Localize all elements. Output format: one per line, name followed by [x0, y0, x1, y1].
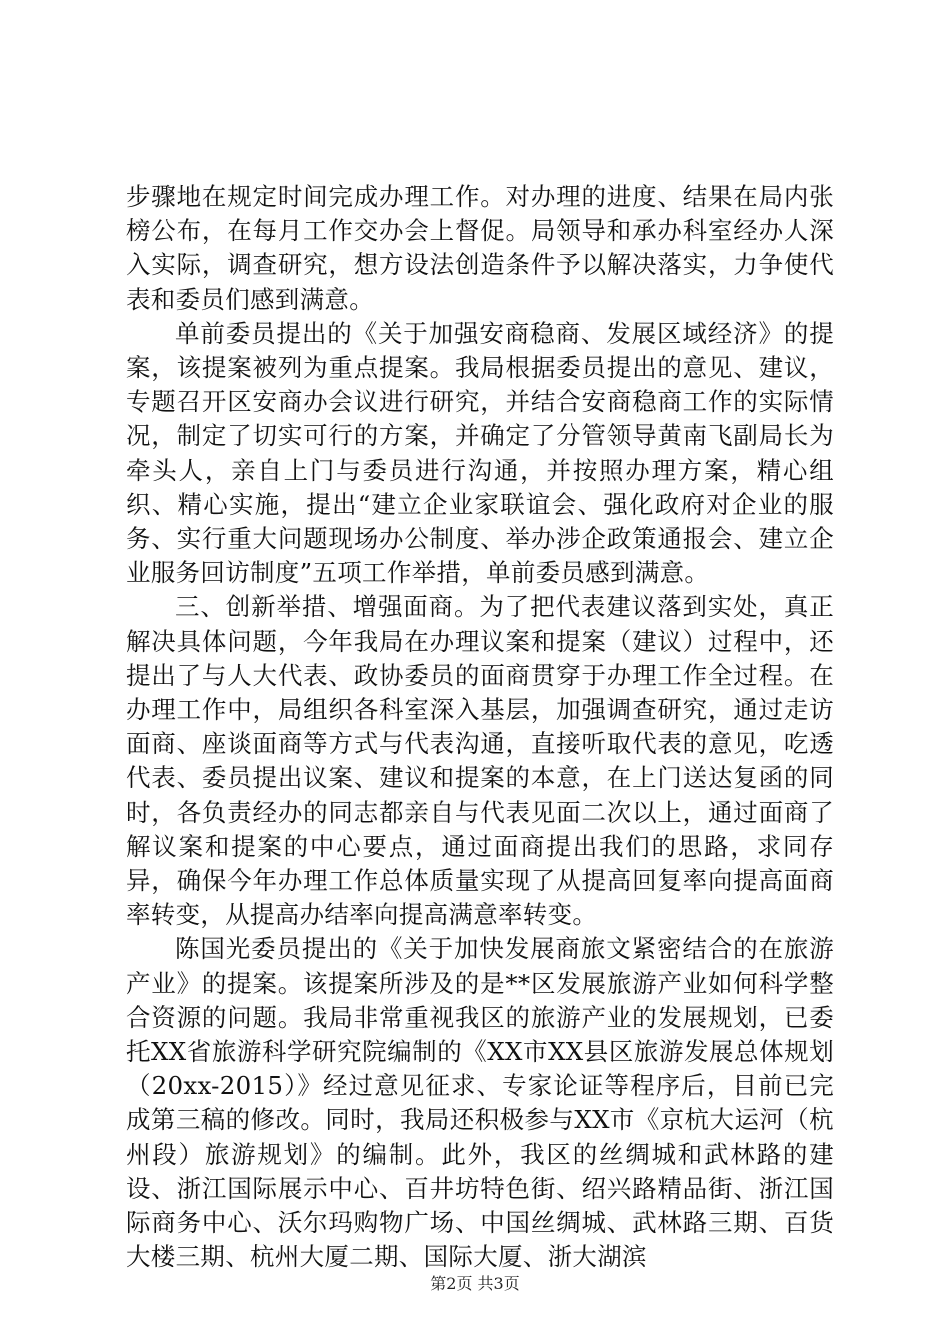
paragraph-4: 陈国光委员提出的《关于加快发展商旅文紧密结合的在旅游产业》的提案。该提案所涉及的是**区发展旅游产业如何科学整合资源的问题。我局非常重视我区的旅游产业的发展规划，已委托XX省旅游科学研究院编制的《XX市XX县区旅游发展总体规划（20xx-2015）》经过意见征求、专家论证等程序后，目前已完成第三稿的修改。同时，我局还积极参与XX市《京杭大运河（杭州段）旅游规划》的编制。此外，我区的丝绸城和武林路的建设、浙江国际展示中心、百井坊特色街、绍兴路精品街、浙江国际商务中心、沃尔玛购物广场、中国丝绸城、武林路三期、百货大楼三期、杭州大厦二期、国际大厦、浙大湖滨 [126, 934, 834, 1272]
page-footer: 第2页 共3页 [430, 1274, 520, 1293]
paragraph-2: 单前委员提出的《关于加强安商稳商、发展区域经济》的提案，该提案被列为重点提案。我局根据委员提出的意见、建议，专题召开区安商办会议进行研究，并结合安商稳商工作的实际情况，制定了切实可行的方案，并确定了分管领导黄南飞副局长为牵头人，亲自上门与委员进行沟通，并按照办理方案，精心组织、精心实施，提出“建立企业家联谊会、强化政府对企业的服务、实行重大问题现场办公制度、举办涉企政策通报会、建立企业服务回访制度”五项工作举措，单前委员感到满意。 [126, 318, 834, 588]
paragraph-3: 三、创新举措、增强面商。为了把代表建议落到实处，真正解决具体问题，今年我局在办理议案和提案（建议）过程中，还提出了与人大代表、政协委员的面商贯穿于办理工作全过程。在办理工作中，局组织各科室深入基层，加强调查研究，通过走访面商、座谈面商等方式与代表沟通，直接听取代表的意见，吃透代表、委员提出议案、建议和提案的本意，在上门送达复函的同时，各负责经办的同志都亲自与代表见面二次以上，通过面商了解议案和提案的中心要点，通过面商提出我们的思路，求同存异，确保今年办理工作总体质量实现了从提高回复率向提高面商率转变，从提高办结率向提高满意率转变。 [126, 592, 834, 930]
document-body [126, 180, 834, 1275]
paragraph-1: 步骤地在规定时间完成办理工作。对办理的进度、结果在局内张榜公布，在每月工作交办会上督促。局领导和承办科室经办人深入实际，调查研究，想方设法创造条件予以解决落实，力争使代表和委员们感到满意。 [126, 182, 834, 314]
